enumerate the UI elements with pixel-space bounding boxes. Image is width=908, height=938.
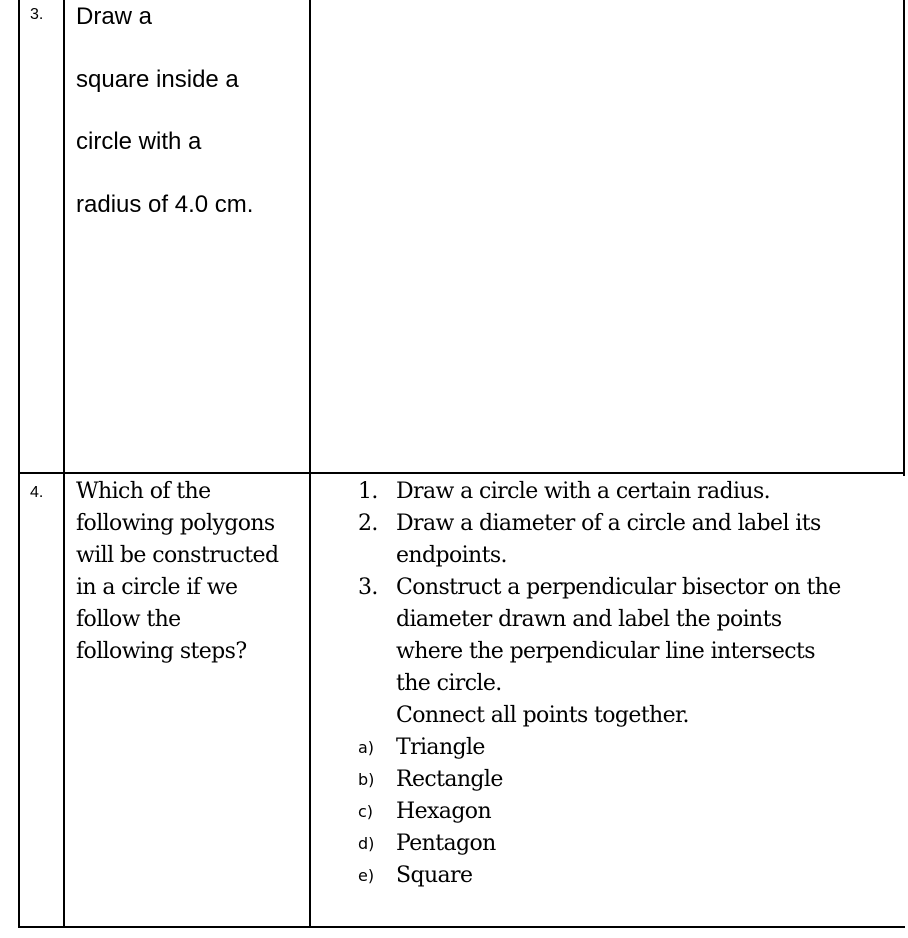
question-table (18, 0, 905, 928)
question-4-line: in a circle if we (76, 575, 238, 600)
question-3-line: circle with a (76, 128, 202, 155)
answer-option-e (354, 860, 894, 892)
step-text: where the perpendicular line intersects (396, 639, 815, 664)
table-border-col1 (63, 0, 65, 928)
step-text: Draw a circle with a certain radius. (396, 479, 771, 504)
table-border-bottom (18, 926, 905, 928)
question-number-4: 4. (30, 484, 44, 501)
step-number: 2. (358, 511, 378, 536)
question-4-text (76, 476, 312, 668)
step-text: diameter drawn and label the points (396, 607, 782, 632)
question-3-line: Draw a (76, 3, 153, 30)
question-4-line: following steps? (76, 639, 247, 664)
step-item (354, 508, 894, 572)
option-text: Rectangle (396, 767, 503, 792)
option-label: e) (358, 866, 375, 885)
option-text: Square (396, 863, 473, 888)
question-4-line: follow the (76, 607, 181, 632)
question-4-line: following polygons (76, 511, 275, 536)
option-label: b) (358, 770, 375, 789)
option-text: Pentagon (396, 831, 496, 856)
step-text: endpoints. (396, 543, 507, 568)
option-label: d) (358, 834, 375, 853)
answer-option-c (354, 796, 894, 828)
step-text: Connect all points together. (396, 703, 689, 728)
question-3-text (76, 0, 306, 250)
step-number: 3. (358, 575, 378, 600)
table-border-left (18, 0, 20, 928)
table-row-divider (18, 472, 905, 474)
option-text: Triangle (396, 735, 485, 760)
question-4-line: will be constructed (76, 543, 279, 568)
answer-option-b (354, 764, 894, 796)
step-text: Construct a perpendicular bisector on the (396, 575, 841, 600)
answer-option-a (354, 732, 894, 764)
construction-steps (354, 476, 894, 892)
step-text: the circle. (396, 671, 502, 696)
table-border-right (903, 0, 905, 476)
question-4-line: Which of the (76, 479, 211, 504)
step-number: 1. (358, 479, 378, 504)
step-item (354, 476, 894, 508)
table-border-col2 (309, 0, 311, 928)
question-3-line: radius of 4.0 cm. (76, 190, 254, 218)
question-3-line: square inside a (76, 65, 239, 93)
step-text: Draw a diameter of a circle and label its (396, 511, 821, 536)
question-number-3: 3. (30, 6, 44, 23)
option-text: Hexagon (396, 799, 492, 824)
option-label: c) (358, 802, 374, 821)
step-item (354, 572, 894, 732)
option-label: a) (358, 738, 375, 757)
answer-option-d (354, 828, 894, 860)
